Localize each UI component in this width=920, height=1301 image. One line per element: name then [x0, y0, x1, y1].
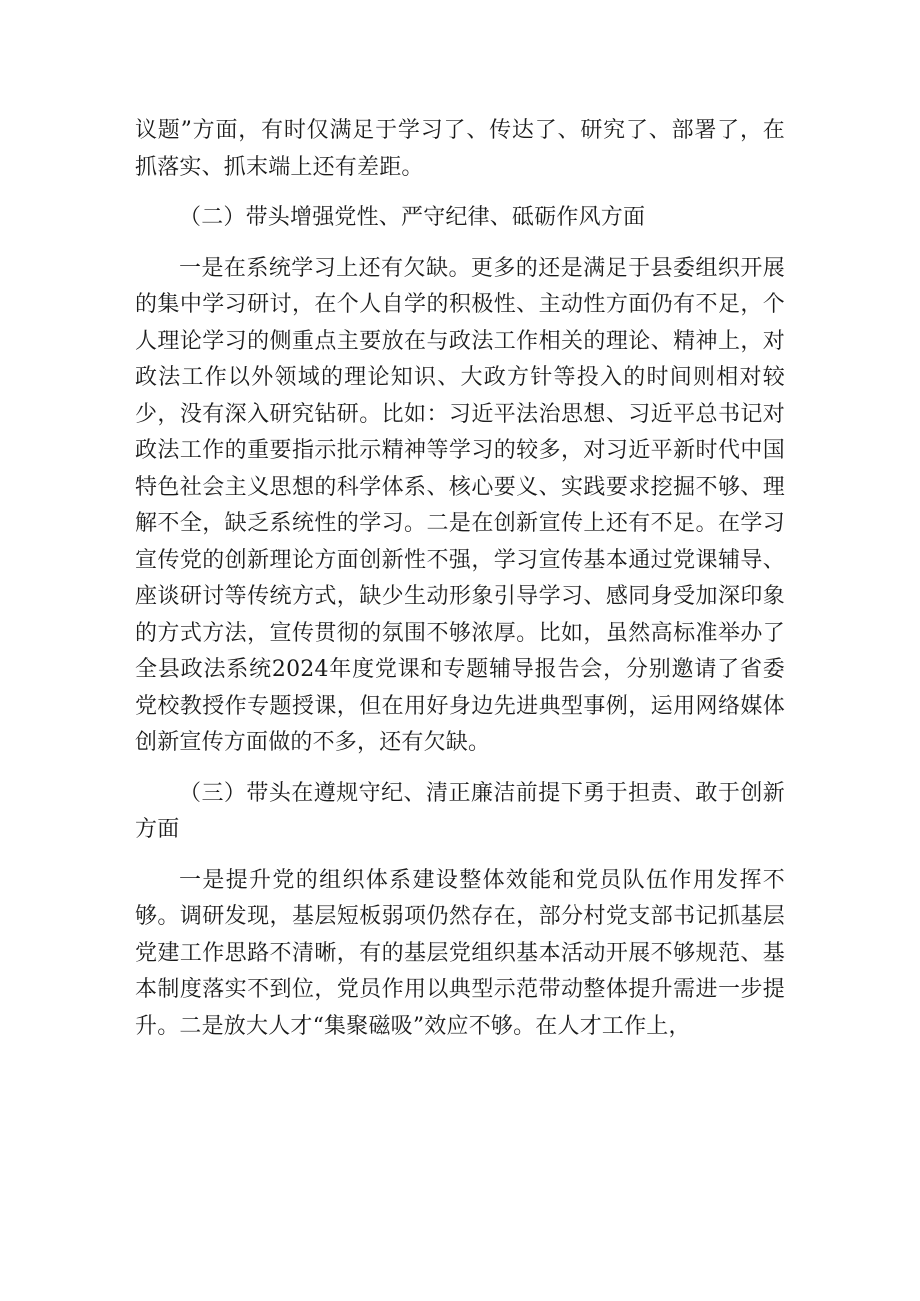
section-heading-3: （三）带头在遵规守纪、清正廉洁前提下勇于担责、敢于创新方面 — [135, 780, 785, 842]
paragraph-section-2: 一是在系统学习上还有欠缺。更多的还是满足于县委组织开展的集中学习研讨，在个人自学的积极性、主动性方面仍有不足，个人理论学习的侧重点主要放在与政法工作相关的理论、精神上，对政法工作以外领域的理论知识、大政方针等投入的时间则相对较少，没有深入研究钻研。比如：习近平法治思想、习近平总书记对政法工作的重要指示批示精神等学习的较多，对习近平新时代中国特色社会主义思想的科学体系、核心要义、实践要求挖掘不够、理解不全，缺乏系统性的学习。二是在创新宣传上还有不足。在学习宣传党的创新理论方面创新性不强，学习宣传基本通过党课辅导、座谈研讨等传统方式，缺少生动形象引导学习、感同身受加深印象的方式方法，宣传贯彻的氛围不够浓厚。比如，虽然高标准举办了全县政法系统2024年度党课和专题辅导报告会，分别邀请了省委党校教授作专题授课，但在用好身边先进典型事例，运用网络媒体创新宣传方面做的不多，还有欠缺。 — [135, 255, 785, 755]
paragraph-section-3: 一是提升党的组织体系建设整体效能和党员队伍作用发挥不够。调研发现，基层短板弱项仍然存在，部分村党支部书记抓基层党建工作思路不清晰，有的基层党组织基本活动开展不够规范、基本制度落实不到位，党员作用以典型示范带动整体提升需进一步提升。二是放大人才“集聚磁吸”效应不够。在人才工作上， — [135, 867, 785, 1039]
section-heading-2: （二）带头增强党性、严守纪律、砥砺作风方面 — [179, 205, 646, 230]
document-body — [135, 113, 785, 1045]
paragraph-continuation: 议题”方面，有时仅满足于学习了、传达了、研究了、部署了，在抓落实、抓末端上还有差距。 — [135, 118, 785, 180]
